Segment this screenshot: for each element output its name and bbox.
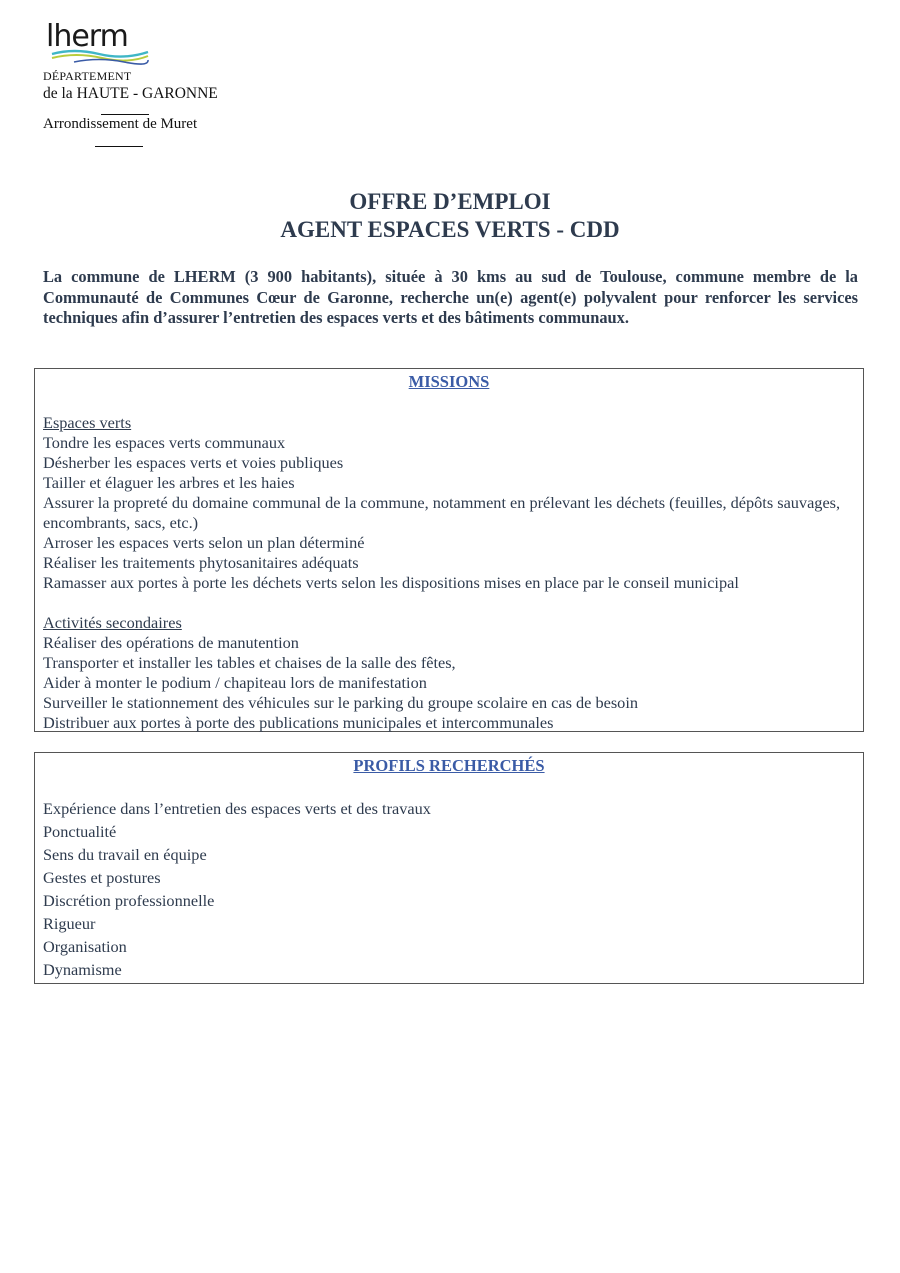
list-item: Désherber les espaces verts et voies publiques — [43, 453, 344, 472]
list-item: Expérience dans l’entretien des espaces verts et des travaux — [43, 799, 431, 818]
missions-box — [34, 368, 864, 732]
profils-body — [35, 777, 863, 981]
list-item: Gestes et postures — [43, 868, 161, 887]
page-title — [0, 188, 900, 244]
list-item: Distribuer aux portes à porte des publications municipales et intercommunales — [43, 713, 554, 732]
list-item: Aider à monter le podium / chapiteau lors de manifestation — [43, 673, 427, 692]
department-name: de la HAUTE - GARONNE — [43, 85, 218, 102]
list-item: Rigueur — [43, 914, 96, 933]
profils-box — [34, 752, 864, 984]
list-item: Organisation — [43, 937, 127, 956]
arrondissement: Arrondissement de Muret — [43, 116, 198, 132]
department-label: DÉPARTEMENT — [43, 69, 132, 83]
list-item: Discrétion professionnelle — [43, 891, 215, 910]
header-divider — [101, 114, 149, 115]
list-item: Tondre les espaces verts communaux — [43, 433, 286, 452]
department-header — [43, 69, 303, 103]
list-item: Ramasser aux portes à porte les déchets verts selon les dispositions mises en place par le conseil municipal — [43, 573, 739, 592]
title-line-2: AGENT ESPACES VERTS - CDD — [280, 217, 620, 242]
list-item: Assurer la propreté du domaine communal de la commune, notamment en prélevant les déchets (feuilles, dépôts sauvages, encombrants, sacs, etc.) — [43, 493, 841, 532]
header-divider — [95, 146, 143, 147]
list-item: Sens du travail en équipe — [43, 845, 207, 864]
lherm-logo — [44, 12, 154, 68]
profils-title: PROFILS RECHERCHÉS — [353, 756, 545, 775]
list-item: Ponctualité — [43, 822, 117, 841]
list-item: Réaliser les traitements phytosanitaires adéquats — [43, 553, 359, 572]
missions-body — [35, 393, 863, 733]
espaces-verts-heading: Espaces verts — [43, 413, 132, 432]
list-item: Dynamisme — [43, 960, 122, 979]
logo-wordmark: lherm — [46, 19, 128, 54]
list-item: Réaliser des opérations de manutention — [43, 633, 299, 652]
missions-title: MISSIONS — [408, 372, 490, 391]
list-item: Arroser les espaces verts selon un plan déterminé — [43, 533, 365, 552]
list-item: Surveiller le stationnement des véhicules sur le parking du groupe scolaire en cas de besoin — [43, 693, 638, 712]
title-line-1: OFFRE D’EMPLOI — [349, 189, 551, 214]
activites-secondaires-heading: Activités secondaires — [43, 613, 182, 632]
list-item: Transporter et installer les tables et chaises de la salle des fêtes, — [43, 653, 456, 672]
intro-paragraph: La commune de LHERM (3 900 habitants), située à 30 kms au sud de Toulouse, commune membre de la Communauté de Communes Cœur de Garonne, recherche un(e) agent(e) polyvalent pour renforcer les services techniques afin d’assurer l’entretien des espaces verts et des bâtiments communaux. — [43, 267, 858, 327]
list-item: Tailler et élaguer les arbres et les haies — [43, 473, 295, 492]
